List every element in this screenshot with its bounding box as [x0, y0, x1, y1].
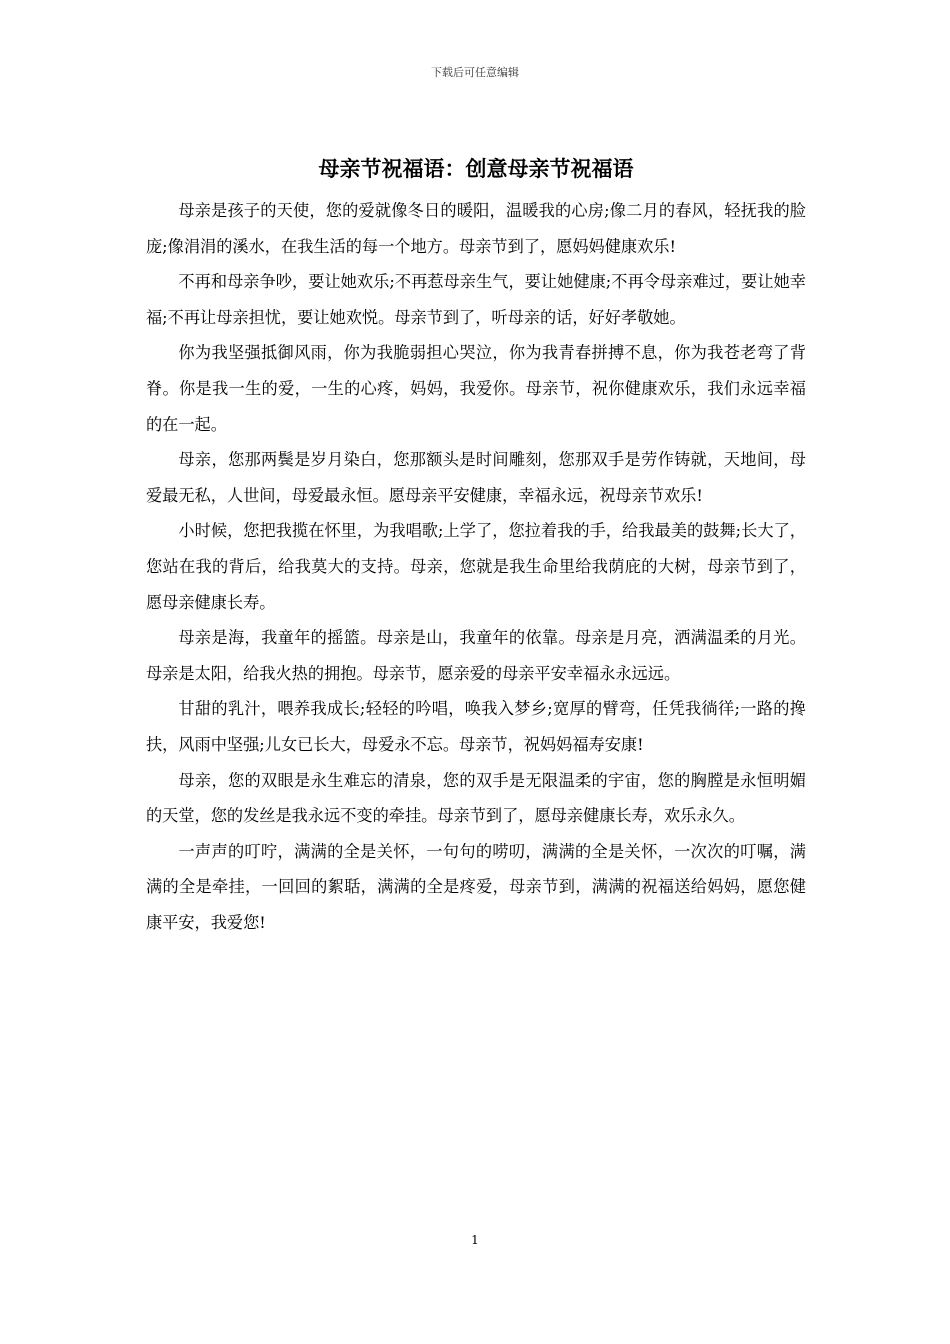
page-number: 1 [471, 1233, 479, 1247]
paragraph: 母亲是海，我童年的摇篮。母亲是山，我童年的依靠。母亲是月亮，洒满温柔的月光。母亲是太阳，给我火热的拥抱。母亲节，愿亲爱的母亲平安幸福永永远远。 [146, 628, 806, 683]
paragraph: 母亲是孩子的天使，您的爱就像冬日的暖阳，温暖我的心房;像二月的春风，轻抚我的脸庞;像涓涓的溪水，在我生活的每一个地方。母亲节到了，愿妈妈健康欢乐! [146, 201, 806, 256]
document-body [146, 193, 806, 940]
paragraph: 一声声的叮咛，满满的全是关怀，一句句的唠叨，满满的全是关怀，一次次的叮嘱，满满的全是牵挂，一回回的絮聒，满满的全是疼爱，母亲节到，满满的祝福送给妈妈，愿您健康平安，我爱您! [146, 841, 806, 932]
document-title: 母亲节祝福语：创意母亲节祝福语 [318, 156, 634, 181]
paragraph: 小时候，您把我揽在怀里，为我唱歌;上学了，您拉着我的手，给我最美的鼓舞;长大了，您站在我的背后，给我莫大的支持。母亲，您就是我生命里给我荫庇的大树，母亲节到了，愿母亲健康长寿。 [146, 521, 806, 612]
page-header: 下载后可任意编辑 [431, 66, 519, 79]
paragraph: 母亲，您的双眼是永生难忘的清泉，您的双手是无限温柔的宇宙，您的胸膛是永恒明媚的天堂，您的发丝是我永远不变的牵挂。母亲节到了，愿母亲健康长寿，欢乐永久。 [146, 770, 806, 826]
paragraph: 母亲，您那两鬓是岁月染白，您那额头是时间雕刻，您那双手是劳作铸就，天地间，母爱最无私，人世间，母爱最永恒。愿母亲平安健康，幸福永远，祝母亲节欢乐! [146, 450, 806, 505]
paragraph: 甘甜的乳汁，喂养我成长;轻轻的吟唱，唤我入梦乡;宽厚的臂弯，任凭我徜徉;一路的搀扶，风雨中坚强;儿女已长大，母爱永不忘。母亲节，祝妈妈福寿安康! [146, 699, 806, 754]
paragraph: 你为我坚强抵御风雨，你为我脆弱担心哭泣，你为我青春拼搏不息，你为我苍老弯了背脊。你是我一生的爱，一生的心疼，妈妈，我爱你。母亲节，祝你健康欢乐，我们永远幸福的在一起。 [146, 343, 806, 434]
paragraph: 不再和母亲争吵，要让她欢乐;不再惹母亲生气，要让她健康;不再令母亲难过，要让她幸福;不再让母亲担忧，要让她欢悦。母亲节到了，听母亲的话，好好孝敬她。 [146, 272, 806, 327]
